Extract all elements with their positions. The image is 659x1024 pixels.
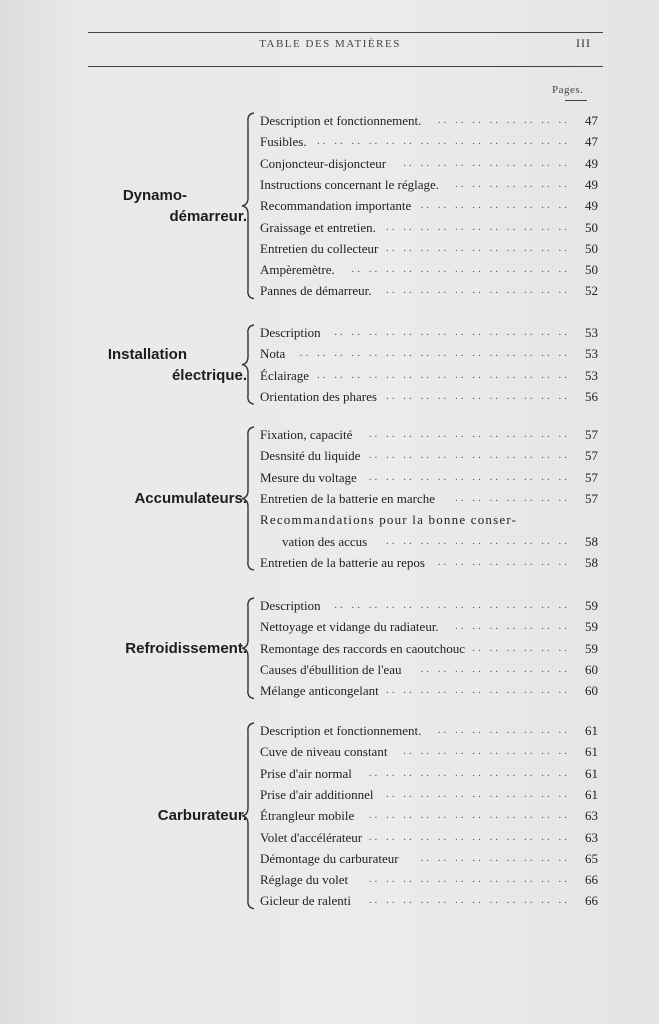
dot-leader: .. .. .. .. .. .. .. ..	[437, 114, 570, 126]
toc-entry-page: 66	[585, 872, 598, 888]
toc-entry[interactable]	[260, 322, 600, 343]
toc-entry-page: 63	[585, 808, 598, 824]
toc-entry-title: Recommandations pour la bonne conser-	[260, 512, 518, 528]
toc-entry[interactable]	[260, 805, 600, 826]
toc-entry-page: 47	[585, 134, 598, 150]
toc-entry-page: 58	[585, 554, 598, 570]
toc-entry-page: 59	[585, 619, 598, 635]
toc-entry-page: 56	[585, 388, 598, 404]
toc-entry-page: 57	[585, 427, 598, 442]
toc-entry-page: 61	[585, 723, 598, 738]
toc-entry[interactable]	[260, 616, 600, 637]
dot-leader: .. .. .. .. .. .. .. .. .. .. ..	[386, 241, 570, 254]
dot-leader: .. .. .. .. .. .. .. .. ..	[420, 199, 570, 212]
toc-entry-title: Volet d'accélérateur	[260, 829, 363, 845]
section-heading-line: Carburateur.	[157, 807, 247, 825]
toc-section	[0, 720, 659, 912]
dot-leader: .. .. .. .. .. .. .. .. .. .. ..	[386, 534, 570, 547]
toc-entry[interactable]	[260, 280, 600, 301]
dot-leader: .. .. .. .. .. .. .. .. .. .. .. .. .. ..	[334, 599, 570, 611]
toc-entry-title: Description	[260, 598, 321, 613]
toc-entry-title: Remontage des raccords en caoutchouc	[260, 640, 466, 656]
section-heading-line: Installation	[107, 345, 187, 363]
toc-entry-title: Pannes de démarreur.	[260, 283, 372, 299]
toc-entry-page: 66	[585, 893, 598, 909]
toc-entry-page: 59	[585, 598, 598, 613]
pages-label-underline	[565, 100, 587, 101]
dot-leader: .. .. .. .. .. .. .. .. .. .. ..	[386, 220, 570, 233]
dot-leader: .. .. .. .. .. .. .. .. .. .. .. ..	[368, 894, 570, 907]
dot-leader: .. .. .. .. .. .. .. .. .. .. ..	[386, 389, 570, 402]
toc-entry-page: 61	[585, 786, 598, 802]
toc-entry[interactable]	[260, 174, 600, 195]
dot-leader: .. .. .. .. .. .. .. .. ..	[420, 851, 570, 864]
toc-entry-title: Description et fonctionnement.	[260, 113, 422, 128]
dot-leader: .. .. .. .. .. .. .. ..	[437, 555, 570, 568]
toc-entry-page: 57	[585, 490, 598, 506]
toc-entry-title: Causes d'ébullition de l'eau	[260, 661, 402, 677]
toc-entry-page: 61	[585, 765, 598, 781]
toc-entry-page: 57	[585, 448, 598, 464]
toc-entry-page: 52	[585, 283, 598, 299]
dot-leader: .. .. .. .. .. .. .. .. .. .. .. ..	[368, 830, 570, 843]
toc-entry-title: Cuve de niveau constant	[260, 744, 388, 760]
section-heading-line: Dynamo-	[122, 186, 187, 204]
running-title: TABLE DES MATIÈRES	[259, 38, 401, 50]
dot-leader: .. .. .. .. .. .. .. .. .. .. .. .. .. .. ..	[317, 368, 570, 381]
toc-entry-title: Orientation des phares	[260, 388, 377, 404]
toc-entry-page: 60	[585, 683, 598, 699]
toc-entry-page: 50	[585, 219, 598, 235]
toc-entry[interactable]	[260, 195, 600, 216]
toc-entry[interactable]	[260, 680, 600, 701]
toc-entry-title: Instructions concernant le réglage.	[260, 176, 440, 192]
dot-leader: .. .. .. .. .. .. .. .. .. .. .. ..	[368, 449, 570, 462]
toc-entry[interactable]	[260, 763, 600, 784]
dot-leader: .. .. .. .. .. .. .. .. .. .. .. ..	[368, 809, 570, 822]
toc-entry[interactable]	[260, 784, 600, 805]
toc-entry[interactable]	[260, 153, 600, 174]
section-heading-line: Refroidissement.	[125, 639, 247, 657]
toc-entry-title: Ampèremètre.	[260, 262, 335, 278]
section-heading	[108, 344, 247, 386]
toc-entry-title: Réglage du volet	[260, 872, 349, 888]
toc-entry[interactable]	[260, 386, 600, 407]
toc-entry[interactable]	[260, 365, 600, 386]
toc-section	[0, 322, 659, 407]
dot-leader: .. .. .. .. .. .. .. .. .. .. ..	[386, 684, 570, 697]
toc-entry-page: 49	[585, 176, 598, 192]
section-heading-line: démarreur.	[169, 207, 247, 225]
toc-entry-page: 63	[585, 829, 598, 845]
toc-entry-page: 49	[585, 155, 598, 171]
toc-entry[interactable]	[260, 890, 600, 911]
toc-entry-title: Desnsité du liquide	[260, 448, 361, 464]
toc-entry[interactable]	[260, 488, 600, 509]
toc-entry-title: Fixation, capacité	[260, 427, 353, 442]
toc-entry-page: 49	[585, 198, 598, 214]
dot-leader: .. .. .. .. .. .. .. .. .. .. .. .. .. ..	[334, 326, 570, 338]
toc-entry-title: Entretien de la batterie au repos	[260, 554, 425, 570]
toc-entry-title: Mélange anticongelant	[260, 683, 379, 699]
dot-leader: .. .. .. .. .. .. ..	[455, 177, 570, 190]
section-heading	[158, 805, 247, 826]
dot-leader: .. .. .. .. .. .. .. .. .. ..	[403, 745, 570, 758]
toc-section	[0, 110, 659, 302]
section-heading-line: électrique.	[171, 366, 247, 384]
toc-entry-title: Recommandation importante	[260, 198, 412, 214]
toc-entry[interactable]	[260, 869, 600, 890]
toc-entry-page: 59	[585, 640, 598, 656]
toc-entry-page: 47	[585, 113, 598, 128]
dot-leader: .. .. .. .. .. .. .. .. .. .. ..	[386, 284, 570, 297]
toc-entry-title: Démontage du carburateur	[260, 850, 399, 866]
dot-leader: .. .. .. .. .. .. .. .. .. .. .. .. .. .. .. ..	[299, 347, 570, 360]
dot-leader: .. .. .. .. .. .. .. .. .. .. .. .. .. .. ..	[317, 135, 570, 148]
toc-entry[interactable]	[260, 531, 600, 552]
dot-leader: .. .. .. .. .. .. .. .. .. .. .. ..	[368, 428, 570, 440]
toc-entry[interactable]	[260, 848, 600, 869]
toc-entry-title: Graissage et entretien.	[260, 219, 376, 235]
dot-leader: .. .. .. .. .. .. .. .. .. .. .. ..	[368, 766, 570, 779]
pages-column-label: Pages.	[552, 84, 584, 96]
curly-brace-icon	[240, 426, 258, 571]
toc-entry-title: Nettoyage et vidange du radiateur.	[260, 619, 439, 635]
page-number: III	[576, 36, 591, 50]
toc-entry-title: Conjoncteur-disjoncteur	[260, 155, 387, 171]
toc-entry-page: 53	[585, 325, 598, 340]
toc-entry-title: Mesure du voltage	[260, 469, 357, 485]
toc-entry[interactable]	[260, 238, 600, 259]
toc-entry-page: 50	[585, 240, 598, 256]
toc-entry-page: 50	[585, 262, 598, 278]
toc-entry-page: 60	[585, 661, 598, 677]
toc-entry-page: 57	[585, 469, 598, 485]
toc-entry[interactable]	[260, 638, 600, 659]
toc-entry[interactable]	[260, 445, 600, 466]
toc-entry-title: Éclairage	[260, 367, 310, 383]
section-heading	[125, 638, 247, 659]
toc-entry-page: 53	[585, 367, 598, 383]
toc-entry[interactable]	[260, 509, 600, 530]
dot-leader: .. .. .. .. .. .. .. .. .. .. .. ..	[368, 470, 570, 483]
toc-entry[interactable]	[260, 720, 600, 741]
dot-leader: .. .. .. .. .. .. .. .. ..	[420, 662, 570, 675]
dot-leader: .. .. .. .. .. .. .. .. .. .. .. .. ..	[351, 263, 570, 276]
dot-leader: .. .. .. .. .. .. ..	[455, 491, 570, 504]
toc-entry-title: Gicleur de ralenti	[260, 893, 351, 909]
section-heading-line: Accumulateurs.	[134, 490, 247, 508]
toc-entry[interactable]	[260, 659, 600, 680]
toc-entry-title: Entretien de la batterie en marche	[260, 490, 436, 506]
toc-entry[interactable]	[260, 595, 600, 616]
toc-entry-title: Nota	[260, 346, 286, 362]
curly-brace-icon	[240, 112, 258, 300]
dot-leader: .. .. .. .. .. .. ..	[455, 620, 570, 633]
curly-brace-icon	[240, 597, 258, 700]
toc-entry[interactable]	[260, 552, 600, 573]
toc-entry-title: Description et fonctionnement.	[260, 723, 422, 738]
toc-entry[interactable]	[260, 827, 600, 848]
toc-entry-title: Prise d'air normal	[260, 765, 352, 781]
toc-entry[interactable]	[260, 741, 600, 762]
toc-entry-title: Prise d'air additionnel	[260, 786, 374, 802]
toc-entry-title: Entretien du collecteur	[260, 240, 379, 256]
toc-entry[interactable]	[260, 467, 600, 488]
dot-leader: .. .. .. .. .. .. .. .. .. .. .. ..	[368, 873, 570, 886]
toc-entry-page: 53	[585, 346, 598, 362]
toc-entry-page: 61	[585, 744, 598, 760]
toc-entry[interactable]	[260, 131, 600, 152]
header-rule-top	[88, 32, 603, 33]
toc-entry-title: Fusibles.	[260, 134, 307, 150]
dot-leader: .. .. .. .. .. .. .. .. .. ..	[403, 156, 570, 169]
toc-entry[interactable]	[260, 424, 600, 445]
toc-entry[interactable]	[260, 217, 600, 238]
curly-brace-icon	[240, 324, 258, 405]
dot-leader: .. .. .. .. .. ..	[472, 641, 570, 654]
toc-section	[0, 595, 659, 702]
toc-entry[interactable]	[260, 343, 600, 364]
curly-brace-icon	[240, 722, 258, 910]
header-rule-bottom	[88, 66, 603, 67]
toc-entry-title: Étrangleur mobile	[260, 808, 355, 824]
toc-entry-page: 65	[585, 850, 598, 866]
dot-leader: .. .. .. .. .. .. .. .. .. .. ..	[386, 787, 570, 800]
toc-entry-title: Description	[260, 325, 321, 340]
toc-entry[interactable]	[260, 259, 600, 280]
section-heading	[134, 488, 247, 509]
toc-section	[0, 424, 659, 573]
section-heading	[123, 185, 247, 227]
toc-entry-title: vation des accus	[282, 533, 368, 549]
toc-entry-page: 58	[585, 533, 598, 549]
dot-leader: .. .. .. .. .. .. .. ..	[437, 724, 570, 736]
toc-entry[interactable]	[260, 110, 600, 131]
